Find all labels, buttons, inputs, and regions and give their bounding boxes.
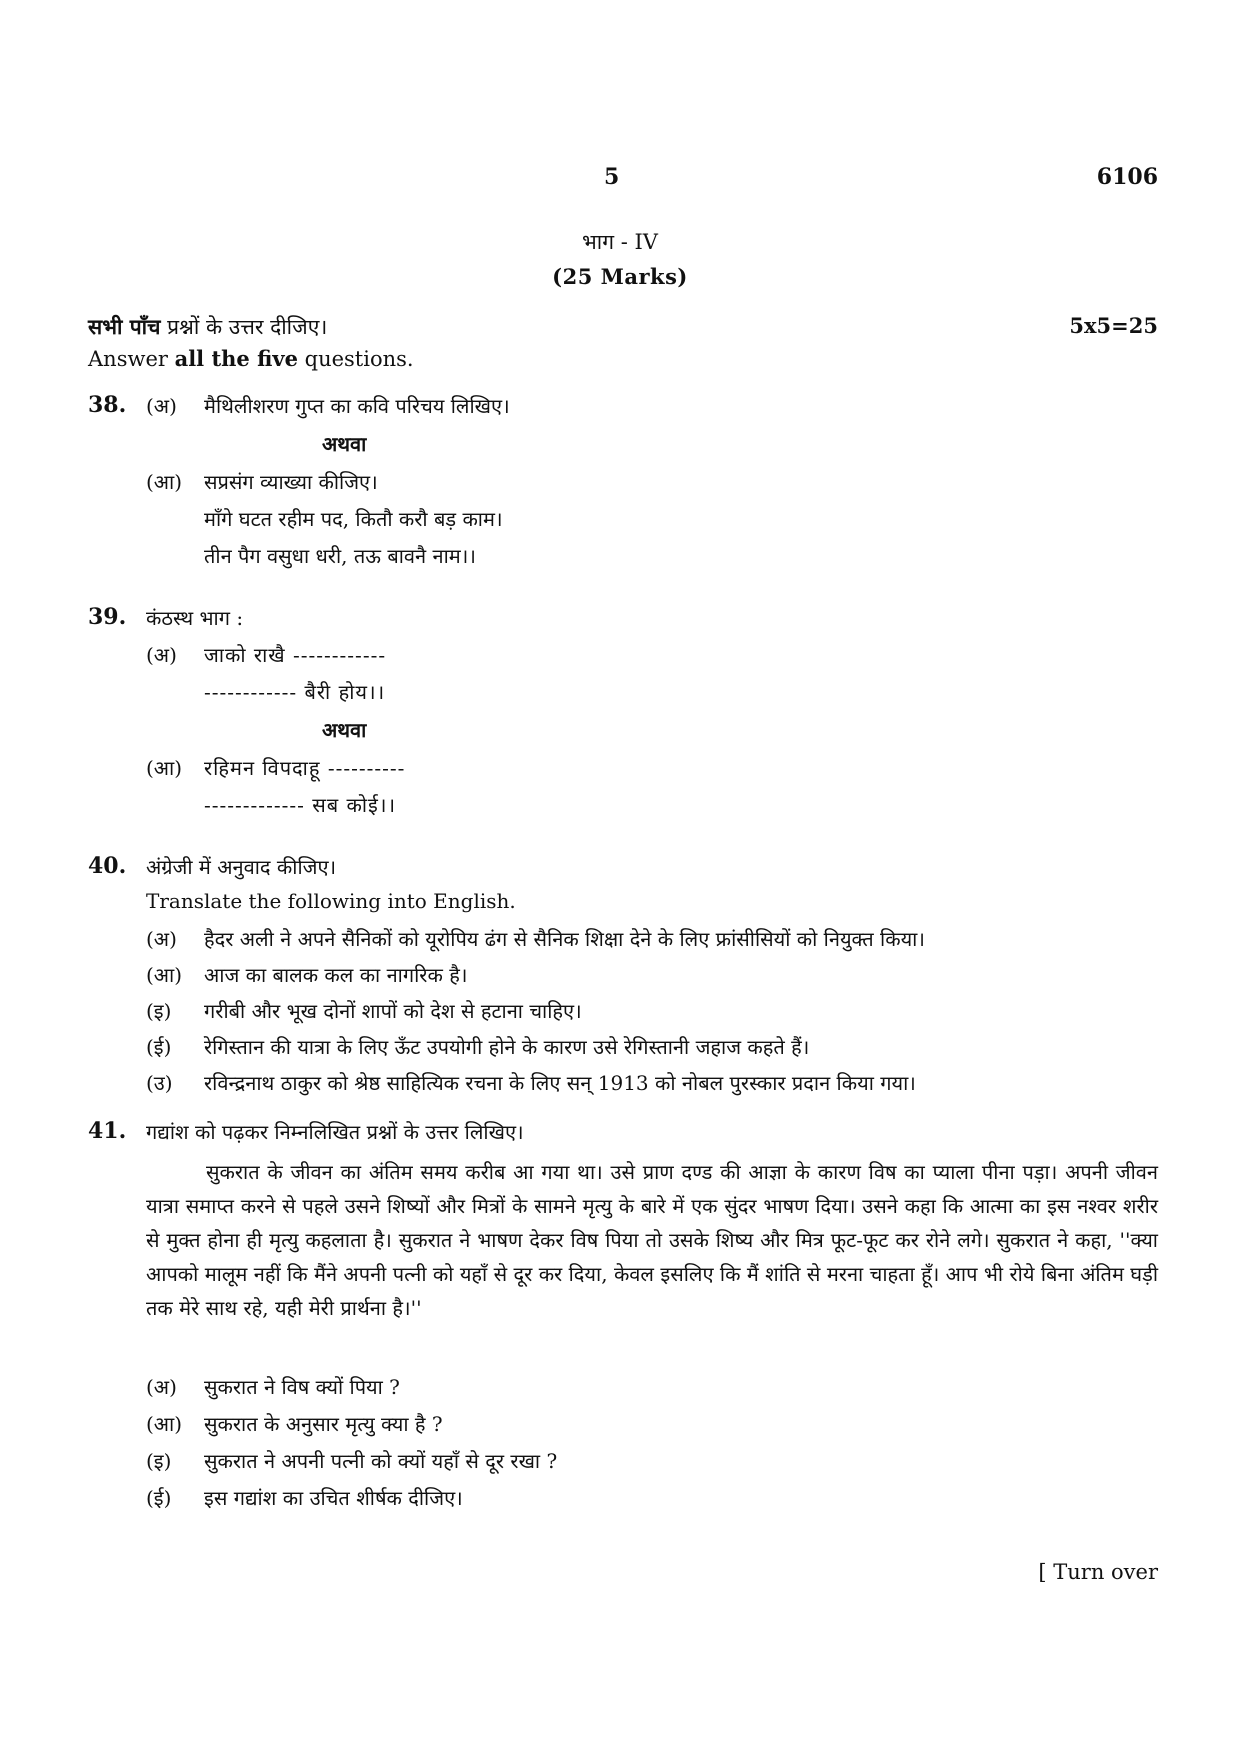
instruction-english-bold: all the five [174,346,298,371]
question-38-b-label: (आ) [146,470,183,494]
question-41-passage-text: सुकरात के जीवन का अंतिम समय करीब आ गया था। उसे प्राण दण्ड की आज्ञा के कारण विष का प्याला पीना पड़ा। अपनी जीवन यात्रा समाप्त करने से पहले उसने शिष्यों और मित्रों के सामने मृत्यु के बारे में एक सुंदर भाषण दिया। उसने कहा कि आत्मा का इस नश्वर शरीर से मुक्त होना ही मृत्यु कहलाता है। सुकरात ने भाषण देकर विष पिया तो उसके शिष्य और मित्र फूट-फूट कर रोने लगे। सुकरात ने कहा, ''क्या आपको मालूम नहीं कि मैंने अपनी पत्नी को यहाँ से दूर कर दिया, केवल इसलिए कि मैं शांति से मरना चाहता हूँ। आप भी रोये बिना अंतिम घड़ी तक मेरे साथ रहे, यही मेरी प्रार्थना है।'' [146,1160,1158,1320]
part-title: भाग - IV [582,230,658,254]
question-40-item-d-label: (ई) [146,1035,172,1059]
instruction-english [88,346,414,371]
instruction-hindi-rest: प्रश्नों के उत्तर दीजिए। [160,315,328,339]
question-41-number: 41. [88,1118,127,1144]
page-number: 5 [604,164,620,190]
question-39-a-label: (अ) [146,643,177,667]
instruction-english-post: questions. [297,347,414,371]
question-39-b-label: (आ) [146,756,183,780]
question-39-number: 39. [88,604,127,630]
question-39-b-line-1: रहिमन विपदाहू ---------- [204,756,406,780]
question-39-title: कंठस्थ भाग : [146,606,244,630]
question-41-item-d-text: इस गद्यांश का उचित शीर्षक दीजिए। [204,1486,463,1510]
question-41-item-b-label: (आ) [146,1412,183,1436]
question-41-item-b-text: सुकरात के अनुसार मृत्यु क्या है ? [204,1412,443,1436]
question-40-item-b-label: (आ) [146,963,183,987]
question-41-item-d-label: (ई) [146,1486,172,1510]
question-40-item-e-text: रविन्द्रनाथ ठाकुर को श्रेष्ठ साहित्यिक रचना के लिए सन् 1913 को नोबल पुरस्कार प्रदान किया गया। [204,1071,916,1095]
part-marks: (25 Marks) [552,264,688,289]
turn-over-note: [ Turn over [1038,1560,1158,1584]
question-40-item-b-text: आज का बालक कल का नागरिक है। [204,963,468,987]
question-41-item-c-label: (इ) [146,1449,172,1473]
question-41-item-a-label: (अ) [146,1375,177,1399]
question-38-a-label: (अ) [146,394,177,418]
instruction-hindi-bold: सभी पाँच [88,314,161,339]
question-41-item-c-text: सुकरात ने अपनी पत्नी को क्यों यहाँ से दूर रखा ? [204,1449,558,1473]
question-41-item-a-text: सुकरात ने विष क्यों पिया ? [204,1375,400,1399]
question-39-a-line-2: ------------ बैरी होय।। [204,680,386,704]
question-39-b-line-2: ------------- सब कोई।। [204,793,397,817]
instruction-english-pre: Answer [88,347,175,371]
question-38-couplet-line-2: तीन पैग वसुधा धरी, तऊ बावनै नाम।। [204,544,476,568]
total-marks: 5x5=25 [1069,313,1158,338]
question-40-item-d-text: रेगिस्तान की यात्रा के लिए ऊँट उपयोगी होने के कारण उसे रेगिस्तानी जहाज कहते हैं। [204,1035,810,1059]
question-39-or: अथवा [322,718,367,742]
question-40-item-c-text: गरीबी और भूख दोनों शापों को देश से हटाना चाहिए। [204,999,582,1023]
question-38-b-text: सप्रसंग व्याख्या कीजिए। [204,470,378,494]
question-40-title-english: Translate the following into English. [146,889,516,913]
question-39-a-line-1: जाको राखै ------------ [204,643,387,667]
question-40-item-c-label: (इ) [146,999,172,1023]
question-40-number: 40. [88,853,127,879]
question-40-item-a-label: (अ) [146,927,177,951]
question-38-couplet-line-1: माँगे घटत रहीम पद, कितौ करौ बड़ काम। [204,507,503,531]
question-40-item-a-text: हैदर अली ने अपने सैनिकों को यूरोपिय ढंग से सैनिक शिक्षा देने के लिए फ्रांसीसियों को नियुक्त किया। [204,927,925,951]
question-38-or: अथवा [322,432,367,456]
question-41-title: गद्यांश को पढ़कर निम्नलिखित प्रश्नों के उत्तर लिखिए। [146,1120,524,1144]
question-38-number: 38. [88,392,127,418]
question-40-title-hindi: अंग्रेजी में अनुवाद कीजिए। [146,855,337,879]
instruction-hindi [88,313,327,341]
question-38-a-text: मैथिलीशरण गुप्त का कवि परिचय लिखिए। [204,394,510,418]
question-40-item-e-label: (उ) [146,1071,173,1095]
question-41-passage [146,1155,1158,1325]
paper-code: 6106 [1096,164,1158,190]
